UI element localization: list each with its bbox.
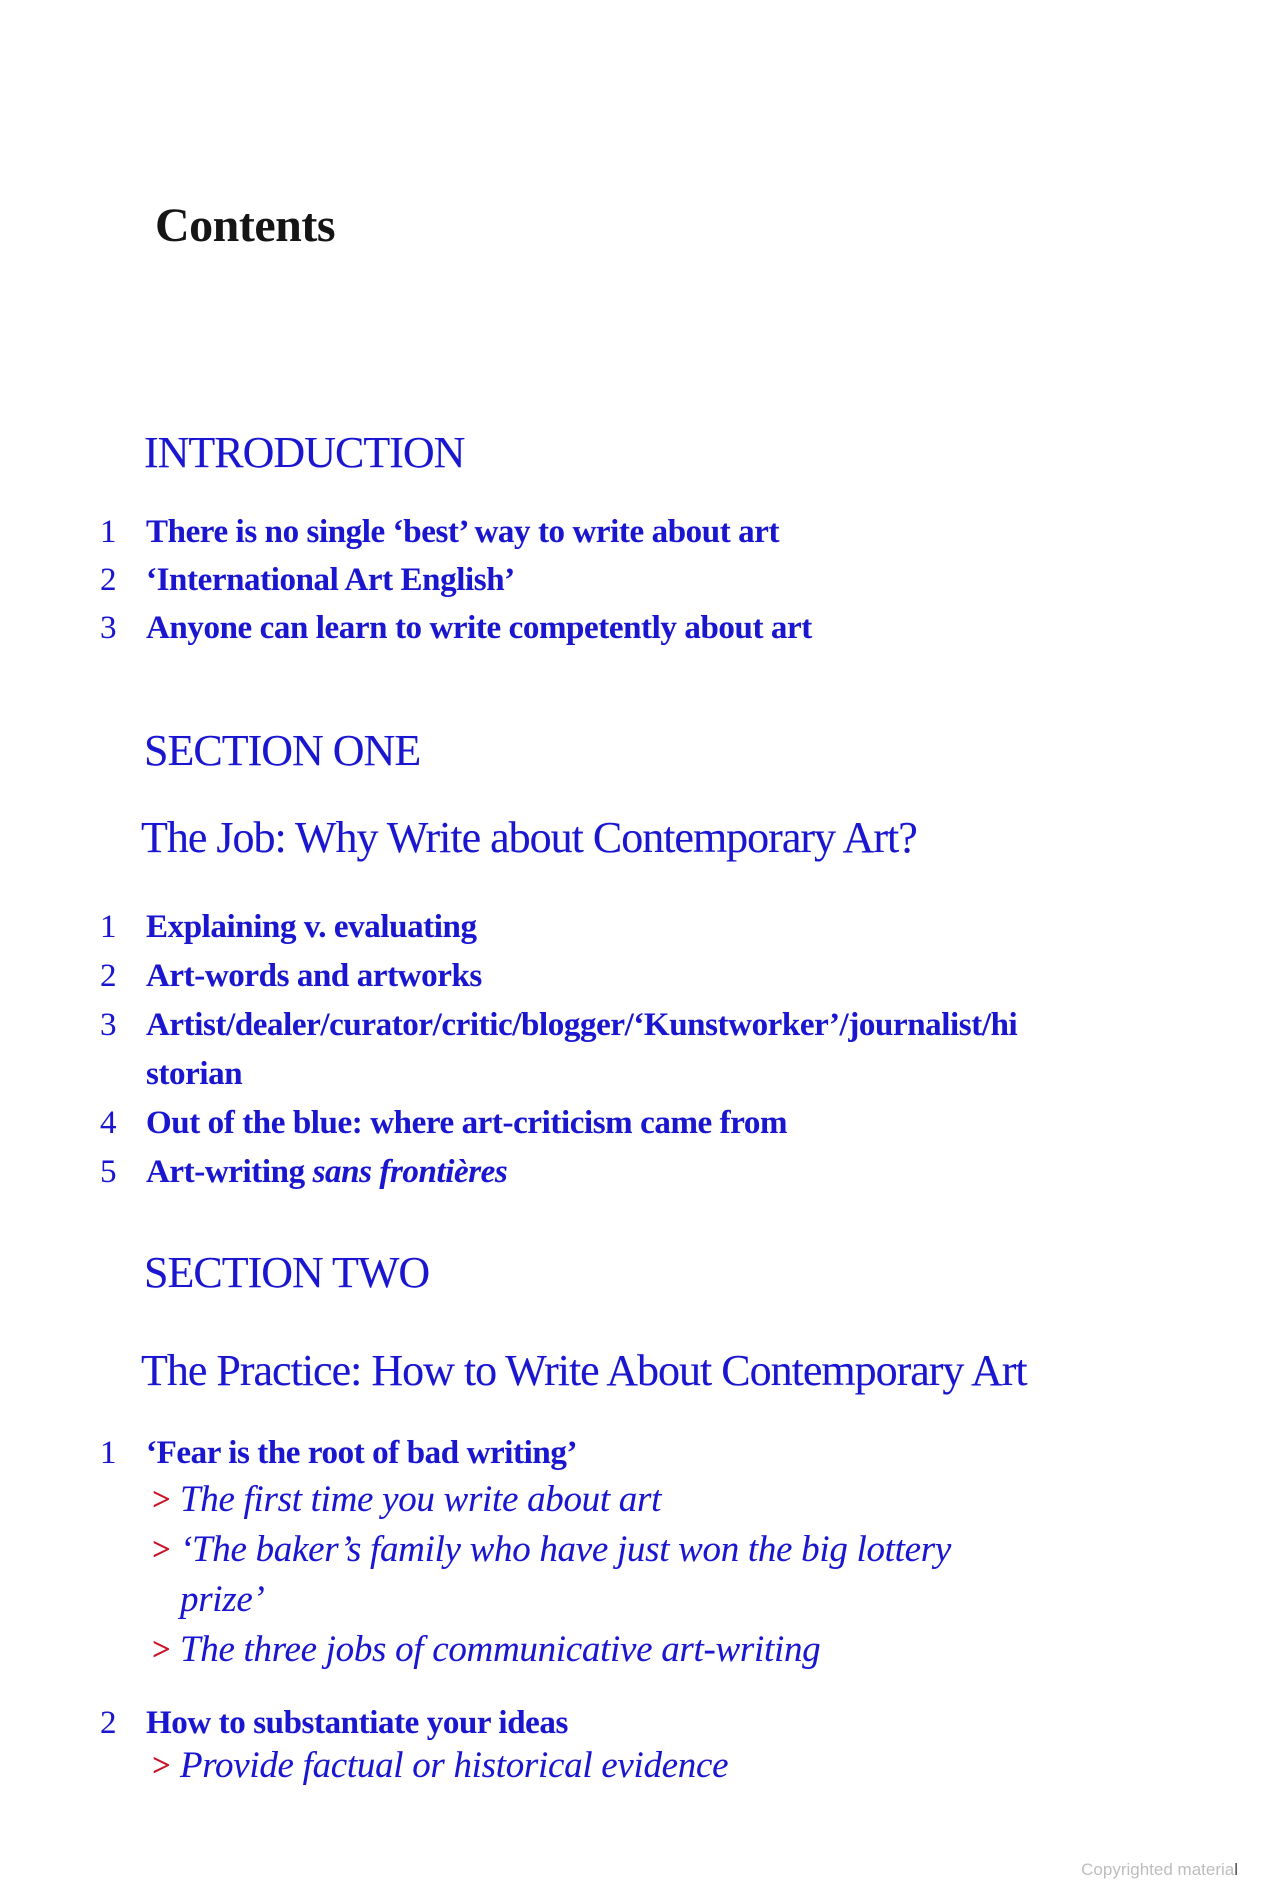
bullet-list <box>152 1475 951 1675</box>
bullet-list <box>152 1741 728 1791</box>
entry-title: ‘Fear is the root of bad writing’ <box>146 1435 578 1471</box>
toc-entry <box>100 1148 1017 1197</box>
toc-entry <box>100 556 812 604</box>
bullet-entry <box>152 1625 951 1675</box>
entry-number: 2 <box>100 958 117 994</box>
entry-title: Art-words and artworks <box>146 958 482 994</box>
bullet-text: Provide factual or historical evidence <box>180 1745 729 1786</box>
chevron-icon: > <box>152 1748 171 1784</box>
bullet-text: The three jobs of communicative art-writing <box>180 1629 821 1670</box>
entry-number: 1 <box>100 514 117 550</box>
copyright-watermark-tail: l <box>1234 1860 1238 1879</box>
entry-title: Out of the blue: where art-criticism came from <box>146 1105 788 1141</box>
toc-list-introduction <box>100 508 812 652</box>
entry-title: Anyone can learn to write competently about art <box>146 610 812 646</box>
bullet-text-line1: ‘The baker’s family who have just won the big lottery <box>180 1529 951 1570</box>
bullet-entry <box>152 1475 951 1525</box>
toc-list-section-one <box>100 903 1017 1197</box>
section-heading-one: SECTION ONE <box>144 726 421 775</box>
toc-entry <box>100 1428 577 1478</box>
bullet-entry <box>152 1525 951 1625</box>
chevron-icon: > <box>152 1632 171 1668</box>
section-subtitle-one: The Job: Why Write about Contemporary Art? <box>141 813 917 862</box>
entry-number: 5 <box>100 1154 117 1190</box>
bullet-entry <box>152 1741 728 1791</box>
entry-title: Explaining v. evaluating <box>146 909 477 945</box>
entry-number: 2 <box>100 1705 117 1741</box>
page-title: Contents <box>155 199 336 252</box>
toc-entry <box>100 604 812 652</box>
entry-number: 4 <box>100 1105 117 1141</box>
chevron-icon: > <box>152 1482 171 1518</box>
entry-number: 3 <box>100 610 117 646</box>
chevron-icon: > <box>152 1532 171 1568</box>
entry-title <box>146 1148 507 1197</box>
entry-title-line1: Artist/dealer/curator/critic/blogger/‘Kunstworker’/journalist/hi <box>146 1007 1018 1043</box>
copyright-watermark <box>1081 1860 1238 1880</box>
entry-number: 2 <box>100 562 117 598</box>
entry-title: There is no single ‘best’ way to write about art <box>146 514 780 550</box>
bullet-text-line2: prize’ <box>180 1579 265 1620</box>
entry-title-plain: Art-writing <box>146 1154 313 1190</box>
toc-entry <box>100 1001 1017 1099</box>
entry-title-line2: storian <box>146 1056 243 1092</box>
entry-title: ‘International Art English’ <box>146 562 515 598</box>
copyright-watermark-main: Copyrighted materia <box>1081 1860 1235 1879</box>
section-heading-two: SECTION TWO <box>144 1248 430 1297</box>
toc-entry <box>100 508 812 556</box>
entry-number: 1 <box>100 909 117 945</box>
entry-number: 1 <box>100 1435 117 1471</box>
section-heading-introduction: INTRODUCTION <box>144 428 465 477</box>
toc-entry <box>100 952 1017 1001</box>
entry-number: 3 <box>100 1007 117 1043</box>
toc-entry <box>100 1099 1017 1148</box>
section-subtitle-two: The Practice: How to Write About Contemporary Art <box>141 1346 1027 1395</box>
bullet-text <box>180 1525 951 1625</box>
toc-entry <box>100 903 1017 952</box>
bullet-text: The first time you write about art <box>180 1479 662 1520</box>
entry-title-italic: sans frontières <box>312 1154 508 1190</box>
entry-title: How to substantiate your ideas <box>146 1705 568 1741</box>
entry-title <box>146 1001 1017 1099</box>
